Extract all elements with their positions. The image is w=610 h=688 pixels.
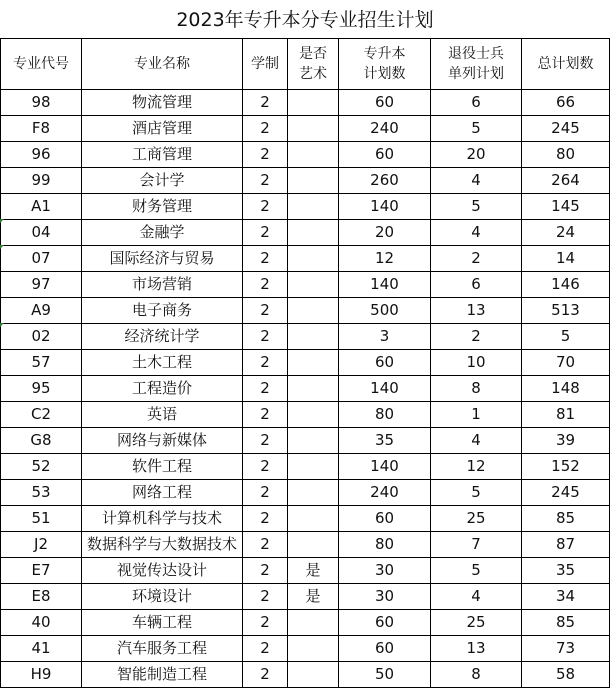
table-row — [1, 454, 610, 480]
cell-veteran: 2 — [431, 246, 522, 272]
cell-code: 97 — [1, 272, 82, 298]
cell-quota: 80 — [339, 532, 431, 558]
cell-quota: 3 — [339, 324, 431, 350]
cell-quota: 60 — [339, 506, 431, 532]
table-row — [1, 506, 610, 532]
table-row — [1, 116, 610, 142]
cell-quota: 500 — [339, 298, 431, 324]
cell-art — [288, 324, 339, 350]
header-row — [1, 39, 610, 90]
cell-code: 41 — [1, 636, 82, 662]
cell-total: 81 — [522, 402, 610, 428]
cell-art — [288, 298, 339, 324]
cell-veteran: 2 — [431, 324, 522, 350]
cell-veteran: 5 — [431, 194, 522, 220]
table-row — [1, 428, 610, 454]
cell-total: 73 — [522, 636, 610, 662]
cell-veteran: 5 — [431, 558, 522, 584]
cell-years: 2 — [243, 220, 288, 246]
cell-name: 网络工程 — [82, 480, 243, 506]
cell-quota: 30 — [339, 584, 431, 610]
table-row — [1, 662, 610, 688]
cell-name: 工商管理 — [82, 142, 243, 168]
cell-veteran: 10 — [431, 350, 522, 376]
cell-veteran: 5 — [431, 480, 522, 506]
cell-total: 80 — [522, 142, 610, 168]
header-quota-line2: 计划数 — [363, 66, 406, 82]
cell-code: A9 — [1, 298, 82, 324]
cell-veteran: 20 — [431, 142, 522, 168]
cell-quota: 20 — [339, 220, 431, 246]
enrollment-plan-table — [0, 38, 610, 688]
page-title: 2023年专升本分专业招生计划 — [176, 9, 434, 31]
cell-years: 2 — [243, 90, 288, 116]
cell-years: 2 — [243, 376, 288, 402]
cell-name: 计算机科学与技术 — [82, 506, 243, 532]
cell-total: 264 — [522, 168, 610, 194]
table-row — [1, 324, 610, 350]
cell-veteran: 13 — [431, 298, 522, 324]
cell-art — [288, 428, 339, 454]
cell-code: J2 — [1, 532, 82, 558]
cell-code: 07 — [1, 246, 82, 272]
cell-years: 2 — [243, 636, 288, 662]
cell-years: 2 — [243, 298, 288, 324]
cell-name: 市场营销 — [82, 272, 243, 298]
table-row — [1, 376, 610, 402]
table-row — [1, 90, 610, 116]
cell-art: 是 — [288, 558, 339, 584]
cell-code: E7 — [1, 558, 82, 584]
cell-name: 国际经济与贸易 — [82, 246, 243, 272]
cell-years: 2 — [243, 246, 288, 272]
cell-quota: 60 — [339, 142, 431, 168]
cell-code: 96 — [1, 142, 82, 168]
cell-total: 70 — [522, 350, 610, 376]
cell-art — [288, 610, 339, 636]
cell-name: 汽车服务工程 — [82, 636, 243, 662]
cell-art: 是 — [288, 584, 339, 610]
cell-total: 5 — [522, 324, 610, 350]
cell-veteran: 12 — [431, 454, 522, 480]
cell-veteran: 25 — [431, 610, 522, 636]
cell-art — [288, 246, 339, 272]
cell-total: 24 — [522, 220, 610, 246]
cell-code: 02 — [1, 324, 82, 350]
table-row — [1, 220, 610, 246]
cell-quota: 35 — [339, 428, 431, 454]
table-row — [1, 480, 610, 506]
cell-art — [288, 168, 339, 194]
cell-veteran: 1 — [431, 402, 522, 428]
cell-total: 152 — [522, 454, 610, 480]
table-row — [1, 402, 610, 428]
cell-code: 57 — [1, 350, 82, 376]
cell-art — [288, 272, 339, 298]
cell-years: 2 — [243, 558, 288, 584]
cell-years: 2 — [243, 402, 288, 428]
header-art-line1: 是否 — [299, 46, 327, 62]
cell-total: 58 — [522, 662, 610, 688]
cell-art — [288, 506, 339, 532]
cell-veteran: 8 — [431, 376, 522, 402]
cell-years: 2 — [243, 584, 288, 610]
cell-quota: 140 — [339, 272, 431, 298]
cell-total: 245 — [522, 116, 610, 142]
cell-code: E8 — [1, 584, 82, 610]
cell-code: 53 — [1, 480, 82, 506]
cell-total: 146 — [522, 272, 610, 298]
cell-code: 52 — [1, 454, 82, 480]
cell-total: 513 — [522, 298, 610, 324]
header-art-line2: 艺术 — [299, 66, 327, 82]
cell-marker-icon — [0, 245, 4, 249]
cell-veteran: 4 — [431, 220, 522, 246]
cell-quota: 240 — [339, 116, 431, 142]
cell-art — [288, 142, 339, 168]
cell-code: 51 — [1, 506, 82, 532]
cell-name: 网络与新媒体 — [82, 428, 243, 454]
cell-name: 物流管理 — [82, 90, 243, 116]
cell-total: 85 — [522, 506, 610, 532]
cell-code: 98 — [1, 90, 82, 116]
cell-quota: 50 — [339, 662, 431, 688]
cell-years: 2 — [243, 506, 288, 532]
cell-art — [288, 90, 339, 116]
cell-art — [288, 116, 339, 142]
cell-quota: 12 — [339, 246, 431, 272]
cell-veteran: 4 — [431, 428, 522, 454]
table-row — [1, 584, 610, 610]
table-row — [1, 168, 610, 194]
cell-quota: 80 — [339, 402, 431, 428]
table-row — [1, 246, 610, 272]
header-years: 学制 — [243, 39, 288, 90]
cell-name: 英语 — [82, 402, 243, 428]
cell-name: 电子商务 — [82, 298, 243, 324]
header-quota-line1: 专升本 — [363, 46, 406, 62]
cell-name: 软件工程 — [82, 454, 243, 480]
header-total: 总计划数 — [522, 39, 610, 90]
header-veteran — [431, 39, 522, 90]
cell-code: A1 — [1, 194, 82, 220]
table-row — [1, 272, 610, 298]
cell-total: 87 — [522, 532, 610, 558]
cell-quota: 60 — [339, 350, 431, 376]
cell-total: 14 — [522, 246, 610, 272]
cell-quota: 140 — [339, 376, 431, 402]
cell-name: 视觉传达设计 — [82, 558, 243, 584]
cell-name: 环境设计 — [82, 584, 243, 610]
cell-total: 85 — [522, 610, 610, 636]
table-row — [1, 350, 610, 376]
cell-art — [288, 636, 339, 662]
cell-name: 经济统计学 — [82, 324, 243, 350]
cell-years: 2 — [243, 142, 288, 168]
cell-quota: 60 — [339, 610, 431, 636]
cell-quota: 140 — [339, 454, 431, 480]
table-row — [1, 194, 610, 220]
cell-code: F8 — [1, 116, 82, 142]
cell-years: 2 — [243, 168, 288, 194]
cell-years: 2 — [243, 272, 288, 298]
cell-total: 35 — [522, 558, 610, 584]
cell-name: 金融学 — [82, 220, 243, 246]
header-art — [288, 39, 339, 90]
cell-code: 99 — [1, 168, 82, 194]
cell-total: 34 — [522, 584, 610, 610]
table-row — [1, 532, 610, 558]
cell-name: 土木工程 — [82, 350, 243, 376]
cell-years: 2 — [243, 350, 288, 376]
cell-code: H9 — [1, 662, 82, 688]
cell-quota: 260 — [339, 168, 431, 194]
cell-name: 会计学 — [82, 168, 243, 194]
cell-code: G8 — [1, 428, 82, 454]
cell-veteran: 8 — [431, 662, 522, 688]
cell-veteran: 25 — [431, 506, 522, 532]
cell-quota: 140 — [339, 194, 431, 220]
cell-years: 2 — [243, 428, 288, 454]
cell-art — [288, 194, 339, 220]
header-veteran-line2: 单列计划 — [448, 66, 504, 82]
cell-quota: 240 — [339, 480, 431, 506]
cell-code: 95 — [1, 376, 82, 402]
cell-name: 财务管理 — [82, 194, 243, 220]
cell-years: 2 — [243, 454, 288, 480]
cell-marker-icon — [0, 219, 4, 223]
cell-veteran: 13 — [431, 636, 522, 662]
cell-total: 148 — [522, 376, 610, 402]
header-code: 专业代号 — [1, 39, 82, 90]
cell-art — [288, 532, 339, 558]
cell-veteran: 6 — [431, 90, 522, 116]
cell-years: 2 — [243, 194, 288, 220]
cell-marker-icon — [0, 323, 4, 327]
table-row — [1, 636, 610, 662]
cell-quota: 60 — [339, 90, 431, 116]
cell-total: 39 — [522, 428, 610, 454]
table-row — [1, 142, 610, 168]
cell-name: 数据科学与大数据技术 — [82, 532, 243, 558]
cell-name: 工程造价 — [82, 376, 243, 402]
cell-art — [288, 662, 339, 688]
header-quota — [339, 39, 431, 90]
cell-veteran: 5 — [431, 116, 522, 142]
cell-veteran: 7 — [431, 532, 522, 558]
cell-years: 2 — [243, 532, 288, 558]
cell-veteran: 4 — [431, 168, 522, 194]
cell-years: 2 — [243, 116, 288, 142]
cell-name: 酒店管理 — [82, 116, 243, 142]
cell-art — [288, 350, 339, 376]
cell-total: 145 — [522, 194, 610, 220]
cell-name: 智能制造工程 — [82, 662, 243, 688]
cell-code: 40 — [1, 610, 82, 636]
cell-years: 2 — [243, 324, 288, 350]
cell-quota: 30 — [339, 558, 431, 584]
cell-veteran: 6 — [431, 272, 522, 298]
table-row — [1, 558, 610, 584]
cell-name: 车辆工程 — [82, 610, 243, 636]
cell-total: 66 — [522, 90, 610, 116]
cell-art — [288, 220, 339, 246]
cell-quota: 60 — [339, 636, 431, 662]
cell-art — [288, 402, 339, 428]
cell-code: 04 — [1, 220, 82, 246]
cell-veteran: 4 — [431, 584, 522, 610]
cell-code: C2 — [1, 402, 82, 428]
cell-art — [288, 376, 339, 402]
cell-art — [288, 454, 339, 480]
cell-years: 2 — [243, 480, 288, 506]
table-row — [1, 298, 610, 324]
table-body — [1, 90, 610, 688]
header-veteran-line1: 退役士兵 — [448, 46, 504, 62]
header-name: 专业名称 — [82, 39, 243, 90]
cell-years: 2 — [243, 610, 288, 636]
table-row — [1, 610, 610, 636]
cell-total: 245 — [522, 480, 610, 506]
cell-years: 2 — [243, 662, 288, 688]
cell-art — [288, 480, 339, 506]
